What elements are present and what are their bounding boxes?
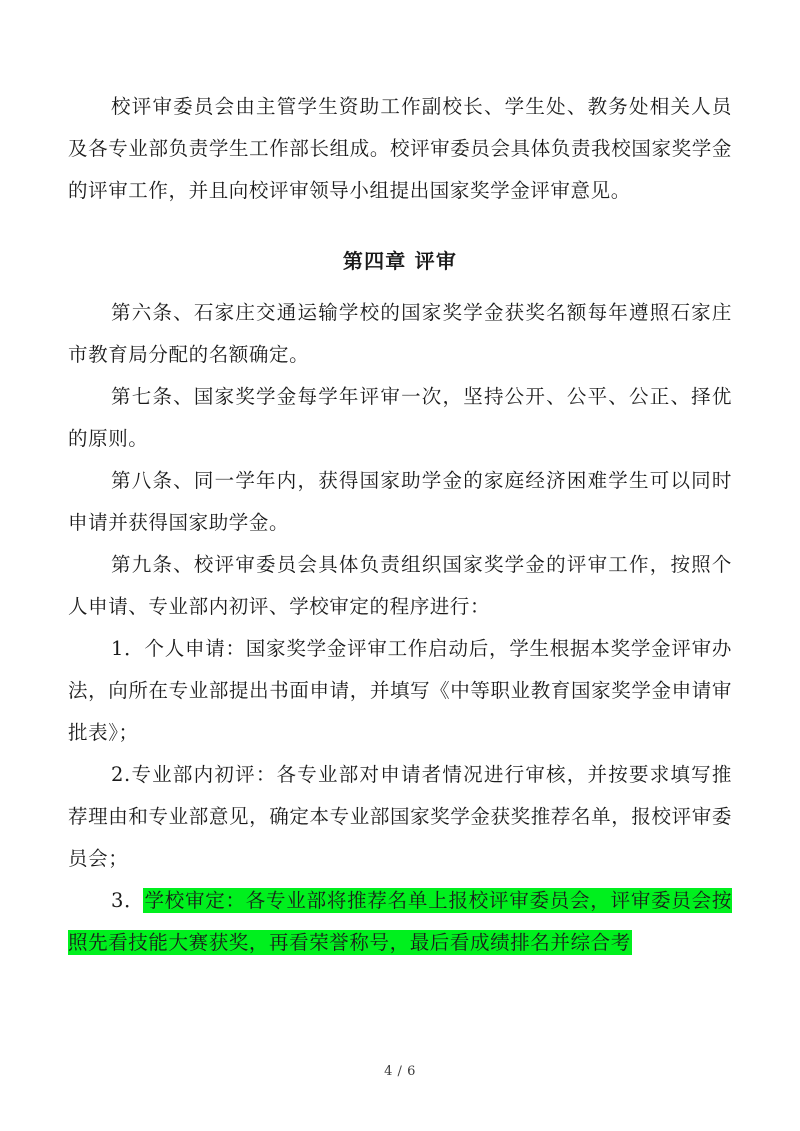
step-marker-2: 2. [111,763,131,786]
step-text-2: 专业部内初评：各专业部对申请者情况进行审核，并按要求填写推荐理由和专业部意见，确定本专业部国家奖学金获奖推荐名单，报校评审委员会； [68,763,732,870]
step-item-2 [68,754,732,880]
step-item-3 [68,880,732,964]
article-six: 第六条、石家庄交通运输学校的国家奖学金获奖名额每年遵照石家庄市教育局分配的名额确定。 [68,301,732,366]
article-eight: 第八条、同一学年内，获得国家助学金的家庭经济困难学生可以同时申请并获得国家助学金。 [68,469,732,534]
article-nine: 第九条、校评审委员会具体负责组织国家奖学金的评审工作，按照个人申请、专业部内初评、学校审定的程序进行： [68,553,732,618]
paragraph-committee-composition: 校评审委员会由主管学生资助工作副校长、学生处、教务处相关人员及各专业部负责学生工作部长组成。校评审委员会具体负责我校国家奖学金的评审工作，并且向校评审领导小组提出国家奖学金评审意见。 [68,95,732,202]
step-marker-3: 3． [111,889,145,912]
step-text-3-highlighted: 学校审定：各专业部将推荐名单上报校评审委员会，评审委员会按照先看技能大赛获奖，再看荣誉称号，最后看成绩排名并综合考 [68,889,733,954]
step-item-1 [68,628,732,754]
article-seven: 第七条、国家奖学金每学年评审一次，坚持公开、公平、公正、择优的原则。 [68,385,732,450]
page-footer [0,1064,800,1079]
step-marker-1: 1． [111,637,145,660]
chapter-heading: 第四章 评审 [342,249,458,273]
document-body [68,86,732,964]
step-text-1: 个人申请：国家奖学金评审工作启动后，学生根据本奖学金评审办法，向所在专业部提出书面申请，并填写《中等职业教育国家奖学金申请审批表》； [68,637,733,744]
page-number: 4 / 6 [384,1064,416,1079]
